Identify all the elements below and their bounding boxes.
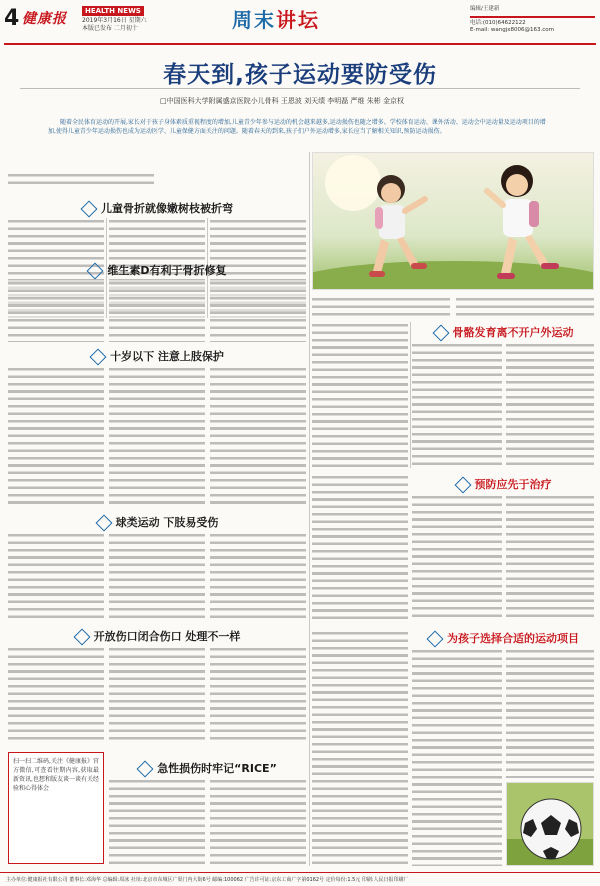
diamond-icon [432,325,449,342]
section-heading-text: 球类运动 下肢易受伤 [115,516,219,529]
text-block [312,630,408,866]
article-headline: 春天到,孩子运动要防受伤 [163,62,437,88]
issue-date: 2019年3月16日 星期六 [82,17,147,24]
text-block [456,296,594,318]
text-block [412,342,502,468]
children-running-photo [312,152,594,290]
section-heading-text: 开放伤口闭合伤口 处理不一样 [93,630,241,643]
text-block [8,366,104,506]
newspaper-logo: 健康报 [22,11,67,27]
issue-info [82,17,147,33]
diamond-icon [95,515,112,532]
soccer-ball-illustration [507,783,594,866]
text-block [412,494,502,622]
text-block [506,494,594,622]
text-block [312,322,408,468]
diamond-icon [87,263,104,280]
section-heading [8,514,308,530]
diamond-icon [90,349,107,366]
text-block [210,532,306,620]
text-block [109,646,205,744]
text-block [109,366,205,506]
headline-rule [20,88,580,89]
text-block [210,778,306,866]
header-rule [4,43,596,45]
editor-name: 编辑/王建新 [470,6,500,12]
footer-info: 主办单位:健康报社有限公司 董事长:邓海华 总编辑:周冰 社址:北京市东城区广渠门内大街6号 邮编:100062 广告许可证:京东工商广字第0162号 定价每份:1.5元 印刷:人民日报印刷厂 [0,872,600,886]
editor-info [470,6,595,35]
text-block [312,296,450,318]
section-heading [412,630,596,646]
section-heading-text: 儿童骨折就像嫩树枝被折弯 [101,202,233,215]
section-heading-text: 维生素D有利于骨折修复 [107,264,227,277]
section-heading-text: 急性损伤时牢记“RICE” [157,762,277,775]
section-name: 讲坛 [276,8,320,32]
text-block [109,280,205,342]
wechat-promo-box [8,752,104,864]
issue-line: 本版已发布 二月初十 [82,25,138,32]
text-block [8,280,104,342]
section-heading-text: 预防应先于治疗 [474,478,552,491]
article-byline: □中国医科大学附属盛京医院小儿骨科 王恩波 刘天绩 李明磊 严维 朱彬 金京权 [160,97,404,105]
diamond-icon [427,631,444,648]
editor-phone: 电话:(010)64622122 [470,19,526,26]
text-block [109,778,205,866]
text-block [412,648,502,866]
section-heading [108,760,308,776]
soccer-ball-photo [506,782,594,866]
diamond-icon [81,201,98,218]
diamond-icon [454,477,471,494]
editor-divider [470,16,595,18]
text-block [109,532,205,620]
page-number: 4 [4,6,20,31]
section-heading [8,628,308,644]
column-divider [309,152,310,866]
text-block [8,172,154,184]
section-prefix: 周末 [232,8,276,32]
section-heading [8,200,308,216]
section-heading-text: 骨骼发育离不开户外运动 [452,326,574,339]
section-heading [412,476,596,492]
section-heading [8,348,308,364]
section-heading-text: 为孩子选择合适的运动项目 [447,632,579,645]
text-block [210,280,306,342]
section-heading [412,324,596,340]
text-block [312,474,408,622]
text-block [8,646,104,744]
section-heading [8,262,308,278]
diamond-icon [137,761,154,778]
text-block [506,342,594,468]
children-running-illustration [313,153,594,290]
text-block [506,648,594,778]
editor-email[interactable]: E-mail: wangjx8006@163.com [470,27,554,33]
article-intro: 随着全民体育运动的开展,家长对于孩子身体素质重视程度的增加,儿童青少年参与运动的机会越来越多,运动损伤也随之增多。学校体育运动、课外活动、运动会中运动量及运动项目的增加,使得儿童青少年运动损伤也成为运动医学、儿童保健方面关注的问题。随着春天的到来,孩子们户外运动增多,家长应当了解相关知识,预防运动损伤。 [48,119,546,135]
text-block [210,646,306,744]
diamond-icon [73,629,90,646]
text-block [210,366,306,506]
newspaper-logo-english: HEALTH NEWS [82,6,144,16]
section-heading-text: 十岁以下 注意上肢保护 [110,350,224,363]
text-block [8,532,104,620]
section-title [232,4,320,33]
column-divider [410,322,411,468]
promo-text: 扫一扫二维码,关注《健康报》官方微信,可查看往期内容,获取最新资讯,也想和版友谈一谈有关经验和心得体会 [13,758,99,792]
